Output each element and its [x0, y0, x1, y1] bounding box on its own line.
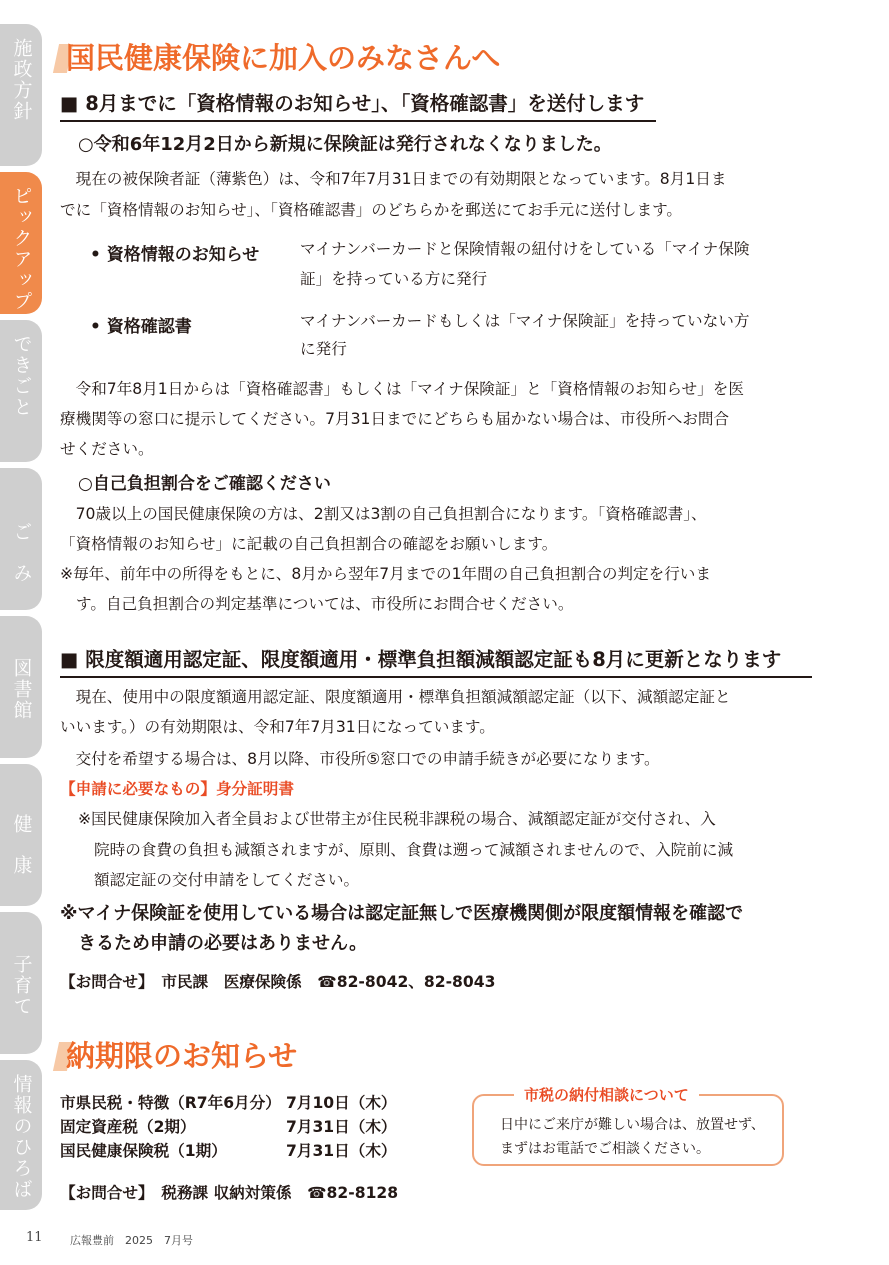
tab-health[interactable] — [0, 764, 42, 906]
bullet-desc: 証」を持っている方に発行 — [300, 270, 488, 288]
paragraph-line: 現在の被保険者証（薄紫色）は、令和7年7月31日までの有効期限となっています。8月1日ま — [60, 170, 727, 188]
section-title-wrap — [56, 41, 501, 75]
deadline-date: 7月10日（木） — [286, 1094, 397, 1112]
contact-tax: 【お問合せ】 税務課 収納対策係 ☎82-8128 — [60, 1184, 399, 1202]
tab-label: ごみ — [10, 522, 33, 604]
note-line: ※毎年、前年中の所得をもとに、8月から翌年7月までの1年間の自己負担割合の判定を行いま — [60, 565, 711, 583]
lead-no-new-card: ○令和6年12月2日から新規に保険証は発行されなくなりました。 — [78, 134, 612, 155]
bullet-desc: マイナンバーカードもしくは「マイナ保険証」を持っていない方 — [300, 312, 750, 330]
paragraph-line: 70歳以上の国民健康保険の方は、2割又は3割の自己負担割合になります。「資格確認書」、 — [60, 505, 707, 523]
tab-label: 施政方針 — [10, 38, 33, 122]
tab-label: 健康 — [10, 814, 33, 896]
tab-label: できごと — [10, 334, 33, 418]
bullet-desc: に発行 — [300, 340, 347, 358]
page-number: 11 — [26, 1230, 43, 1245]
paragraph-line: 療機関等の窓口に提示してください。7月31日までにどちらも届かない場合は、市役所へお問合 — [60, 410, 730, 428]
tab-label: 図書館 — [10, 658, 33, 721]
section-title-wrap — [56, 1039, 298, 1073]
section-title-deadlines: 納期限のお知らせ — [66, 1039, 298, 1073]
subsection-heading-documents: ■ 8月までに「資格情報のお知らせ」、「資格確認書」を送付します — [60, 94, 656, 122]
paragraph-line: でに「資格情報のお知らせ」、「資格確認書」のどちらかを郵送にてお手元に送付します。 — [60, 201, 683, 219]
notice-line: 日中にご来庁が難しい場合は、放置せず、 — [500, 1117, 765, 1133]
tab-garbage[interactable] — [0, 468, 42, 610]
bullet-term: • 資格確認書 — [90, 317, 192, 337]
bullet-desc: マイナンバーカードと保険情報の紐付けをしている「マイナ保険 — [300, 240, 750, 258]
tab-label: ピックアップ — [10, 186, 33, 312]
lead-copay: ○自己負担割合をご確認ください — [78, 474, 331, 494]
deadline-tax: 固定資産税（2期） — [60, 1118, 196, 1136]
note-bold-line: きるため申請の必要はありません。 — [78, 933, 368, 954]
paragraph-line: 現在、使用中の限度額適用認定証、限度額適用・標準負担額減額認定証（以下、減額認定証と — [60, 688, 731, 706]
tab-label: 情報のひろば — [10, 1074, 33, 1200]
paragraph-line: 令和7年8月1日からは「資格確認書」もしくは「マイナ保険証」と「資格情報のお知らせ」を医 — [60, 380, 744, 398]
note-bold-line: ※マイナ保険証を使用している場合は認定証無しで医療機関側が限度額情報を確認で — [60, 903, 744, 924]
deadline-tax: 市県民税・特徴（R7年6月分） — [60, 1094, 281, 1112]
note-line: ※国民健康保険加入者全員および世帯主が住民税非課税の場合、減額認定証が交付され、入 — [78, 810, 716, 828]
tab-childcare[interactable] — [0, 912, 42, 1054]
paragraph-line: 交付を希望する場合は、8月以降、市役所⑤窓口での申請手続きが必要になります。 — [60, 750, 660, 768]
notice-line: まずはお電話でご相談ください。 — [500, 1141, 710, 1157]
notice-title: 市税の納付相談について — [514, 1084, 699, 1105]
paragraph-line: せください。 — [60, 440, 154, 458]
note-line: 額認定証の交付申請をしてください。 — [94, 871, 360, 889]
subsection-heading-limit-cert: ■ 限度額適用認定証、限度額適用・標準負担額減額認定証も8月に更新となります — [60, 650, 812, 678]
deadline-tax: 国民健康保険税（1期） — [60, 1142, 227, 1160]
required-items: 【申請に必要なもの】身分証明書 — [60, 780, 294, 798]
paragraph-line: 「資格情報のお知らせ」に記載の自己負担割合の確認をお願いします。 — [60, 535, 558, 553]
tax-consultation-box — [472, 1086, 784, 1166]
bullet-term: • 資格情報のお知らせ — [90, 245, 260, 265]
tab-label: 子育て — [10, 954, 33, 1017]
contact-nhi: 【お問合せ】 市民課 医療保険係 ☎82-8042、82-8043 — [60, 973, 496, 991]
note-line: す。自己負担割合の判定基準については、市役所にお問合せください。 — [76, 595, 574, 613]
tab-pickup[interactable] — [0, 172, 42, 314]
tab-info-plaza[interactable] — [0, 1060, 42, 1210]
tab-library[interactable] — [0, 616, 42, 758]
tab-policy[interactable] — [0, 24, 42, 166]
deadline-date: 7月31日（木） — [286, 1118, 397, 1136]
section-title-nhi: 国民健康保険に加入のみなさんへ — [66, 41, 501, 75]
tab-events[interactable] — [0, 320, 42, 462]
deadline-date: 7月31日（木） — [286, 1142, 397, 1160]
paragraph-line: いいます。）の有効期限は、令和7年7月31日になっています。 — [60, 718, 495, 736]
note-line: 院時の食費の負担も減額されますが、原則、食費は遡って減額されませんので、入院前に減 — [94, 841, 734, 859]
publication-name: 広報豊前 2025 7月号 — [70, 1234, 193, 1247]
